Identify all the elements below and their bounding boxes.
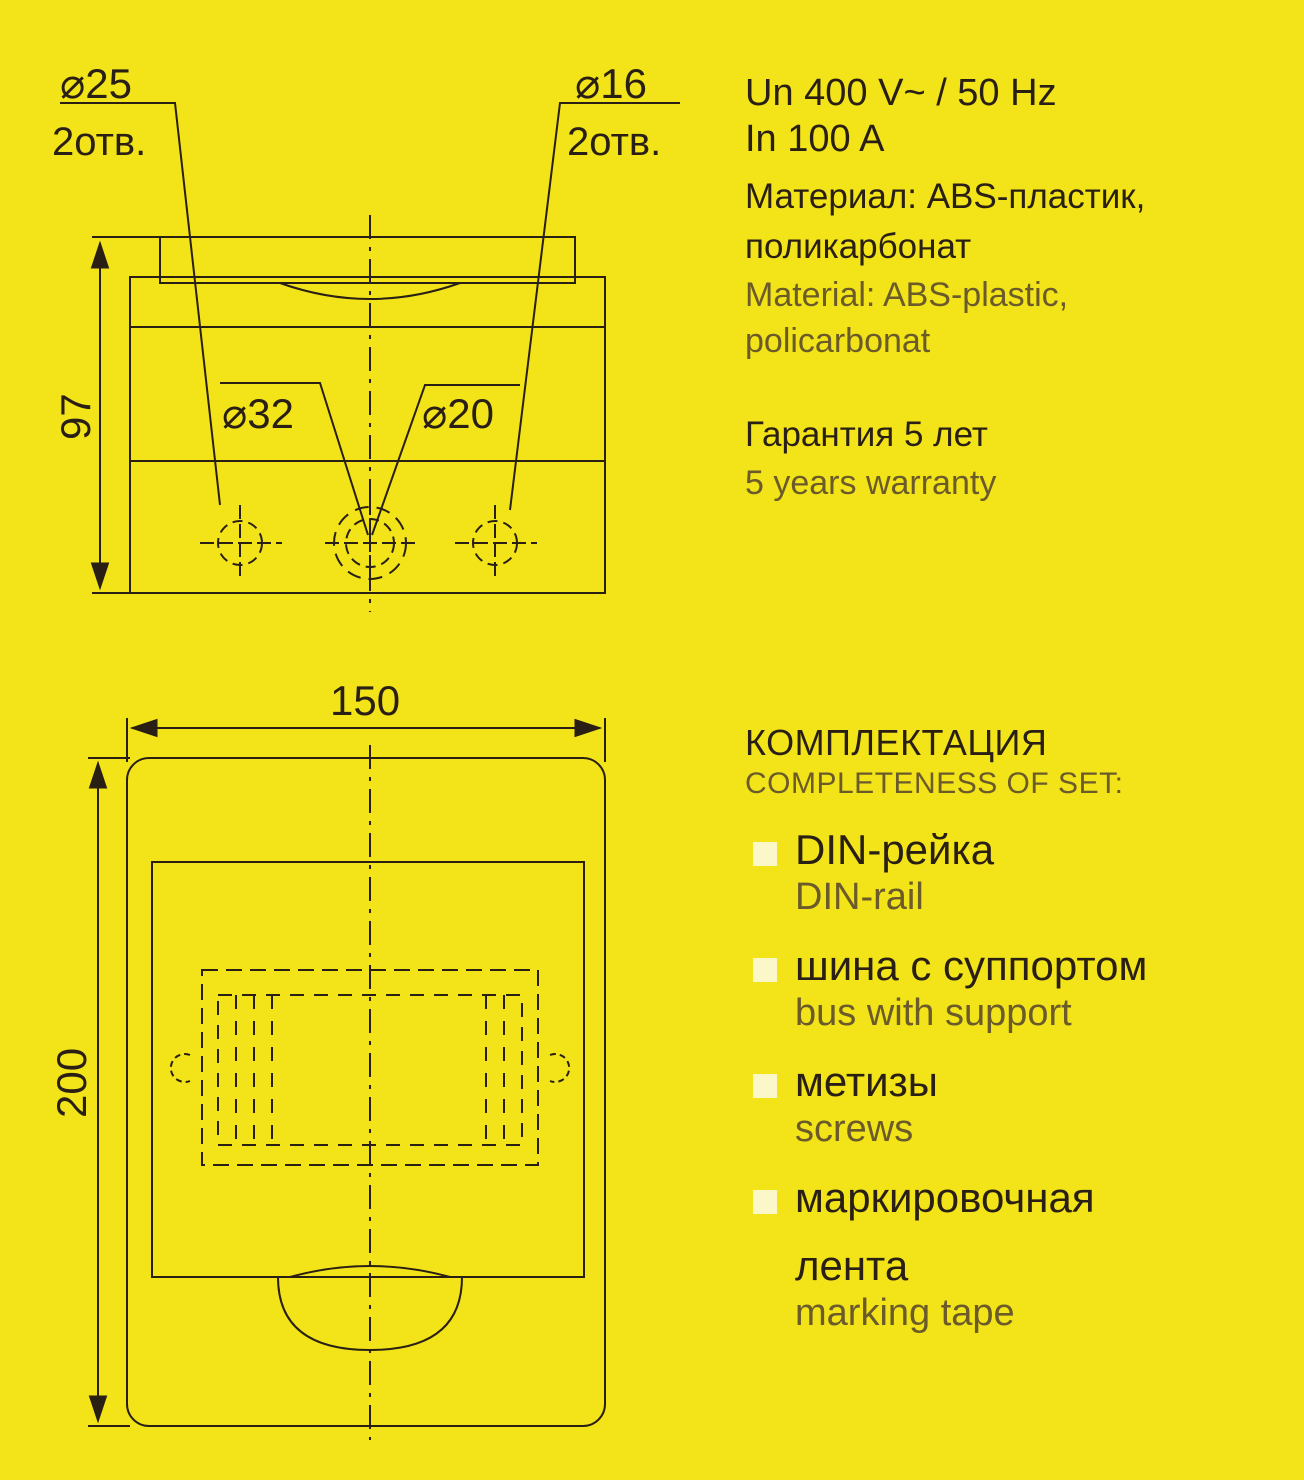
bullet-square-icon bbox=[753, 958, 777, 982]
kit-item-ru: метизы bbox=[795, 1058, 938, 1105]
kit-title-ru: КОМПЛЕКТАЦИЯ bbox=[745, 722, 1048, 763]
rated-voltage: Un 400 V~ / 50 Hz bbox=[745, 72, 1057, 114]
bullet-square-icon bbox=[753, 1074, 777, 1098]
material-en-line1: Material: ABS-plastic, bbox=[745, 276, 1069, 314]
warranty-en: 5 years warranty bbox=[745, 464, 997, 502]
knockout-hole-right bbox=[455, 505, 537, 580]
kit-item-ru: шина с суппортом bbox=[795, 942, 1148, 989]
kit-contents bbox=[745, 722, 1285, 1336]
kit-item-ru: маркировочная bbox=[795, 1174, 1095, 1221]
kit-item-bus bbox=[745, 942, 1285, 1036]
kit-item-marking-tape bbox=[745, 1174, 1285, 1336]
specifications bbox=[745, 70, 1285, 506]
material-ru-line2: поликарбонат bbox=[745, 227, 972, 266]
front-width-label: 150 bbox=[330, 677, 401, 724]
knockout-hole-left bbox=[200, 505, 282, 580]
front-view bbox=[88, 718, 605, 1440]
kit-item-ru: DIN-рейка bbox=[795, 826, 995, 873]
kit-title-en: COMPLETENESS OF SET: bbox=[745, 767, 1124, 800]
side-view bbox=[60, 103, 680, 612]
rated-current: In 100 A bbox=[745, 118, 885, 160]
kit-item-en: marking tape bbox=[795, 1292, 1015, 1334]
window-frame bbox=[152, 862, 584, 1277]
kit-item-en: screws bbox=[795, 1108, 914, 1150]
hole-d25-count: 2отв. bbox=[52, 120, 147, 164]
screw-hole-left bbox=[171, 1054, 190, 1082]
kit-item-screws bbox=[745, 1058, 1285, 1152]
hole-d16-count: 2отв. bbox=[567, 120, 662, 164]
warranty-ru: Гарантия 5 лет bbox=[745, 415, 988, 454]
kit-item-en: bus with support bbox=[795, 992, 1072, 1034]
kit-item-ru-line2: лента bbox=[795, 1242, 909, 1289]
screw-hole-right bbox=[550, 1054, 569, 1082]
kit-item-din-rail bbox=[745, 826, 1285, 920]
front-outline bbox=[127, 758, 605, 1426]
hole-d32-label: ⌀32 bbox=[222, 390, 295, 437]
hole-d20-label: ⌀20 bbox=[422, 390, 495, 437]
side-height-label: 97 bbox=[52, 393, 99, 440]
leader-d16 bbox=[510, 103, 680, 510]
bullet-square-icon bbox=[753, 842, 777, 866]
front-height-label: 200 bbox=[48, 1047, 95, 1118]
hole-d25-label: ⌀25 bbox=[60, 60, 133, 107]
kit-item-en: DIN-rail bbox=[795, 876, 924, 918]
material-ru-line1: Материал: ABS-пластик, bbox=[745, 177, 1146, 216]
material-en-line2: policarbonat bbox=[745, 322, 931, 360]
hole-d16-label: ⌀16 bbox=[575, 60, 648, 107]
bullet-square-icon bbox=[753, 1190, 777, 1214]
